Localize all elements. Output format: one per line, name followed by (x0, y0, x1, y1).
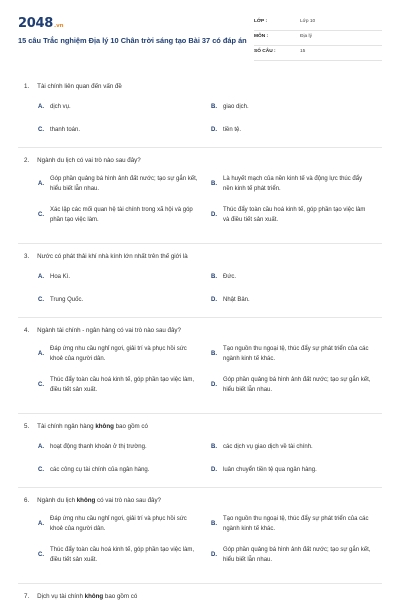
question-7 (18, 584, 382, 600)
question-text-part: Tài chính ngân hàng (37, 423, 96, 430)
question-text-part: Ngành du lịch (37, 497, 77, 504)
option-text: Thúc đẩy toàn cầu hoá kinh tế, góp phần tạo việc làm, điều tiết sản xuất. (50, 547, 195, 563)
option-letter: D. (211, 127, 217, 133)
meta-row-class (254, 16, 382, 31)
option-text: Là huyết mạch của nền kinh tế và động lực thúc đẩy nền kinh tế phát triển. (223, 176, 363, 192)
option-letter: B. (211, 351, 217, 357)
page-header (18, 14, 382, 68)
question-4 (18, 318, 382, 414)
option-text: Đáp ứng nhu cầu nghỉ ngơi, giải trí và phục hồi sức khoẻ của người dân. (50, 516, 187, 532)
meta-label: MÔN : (254, 34, 269, 39)
question-number: 4. (24, 327, 30, 334)
answer-option-b[interactable] (211, 443, 376, 454)
option-text: Đáp ứng nhu cầu nghỉ ngơi, giải trí và phục hồi sức khoẻ của người dân. (50, 346, 187, 362)
option-letter: B. (211, 181, 217, 187)
answer-option-d[interactable] (211, 296, 376, 307)
option-text: Nhật Bản. (223, 297, 250, 303)
meta-row-count (254, 46, 382, 61)
option-text: Thúc đẩy toàn cầu hoá kinh tế, góp phần tạo việc làm, điều tiết sản xuất. (50, 377, 195, 393)
question-text-part: có vai trò nào sau đây? (95, 497, 161, 504)
answer-option-d[interactable] (211, 206, 376, 228)
option-text: Thúc đẩy toàn cầu hoá kinh tế, góp phần tạo việc làm và điều tiết sản xuất. (223, 207, 366, 223)
option-text: Góp phần quảng bá hình ảnh đất nước; tạo sự gắn kết, hiểu biết lẫn nhau. (223, 377, 371, 393)
option-text: dịch vụ. (50, 104, 71, 110)
question-text-emphasis: không (84, 593, 104, 600)
option-letter: A. (38, 351, 44, 357)
option-text: các công cụ tài chính của ngân hàng. (50, 467, 150, 473)
answer-option-d[interactable] (211, 376, 376, 398)
question-text (24, 157, 141, 164)
site-logo[interactable] (18, 14, 64, 30)
question-number: 1. (24, 83, 30, 90)
question-number: 5. (24, 423, 30, 430)
question-2 (18, 148, 382, 244)
question-text-part: Dịch vụ tài chính (37, 593, 85, 600)
option-letter: D. (211, 467, 217, 473)
option-letter: B. (211, 104, 217, 110)
logo-ext: .vn (53, 23, 64, 29)
meta-value: 15 (300, 49, 306, 54)
meta-label: SỐ CÂU : (254, 49, 276, 54)
answer-option-a[interactable] (38, 103, 203, 114)
option-letter: C. (38, 382, 44, 388)
answer-option-a[interactable] (38, 515, 203, 537)
option-letter: B. (211, 274, 217, 280)
question-5 (18, 414, 382, 488)
question-text-part: bao gồm có (103, 593, 138, 600)
answer-option-a[interactable] (38, 273, 203, 284)
question-3 (18, 244, 382, 318)
question-text (24, 253, 188, 260)
option-letter: D. (211, 382, 217, 388)
question-text-part: Ngành tài chính - ngân hàng có vai trò nào sau đây? (37, 327, 181, 334)
question-number: 6. (24, 497, 30, 504)
option-letter: A. (38, 444, 44, 450)
question-list (18, 74, 382, 600)
option-text: Hoa Kì. (50, 274, 71, 280)
meta-value: Lớp 10 (300, 19, 316, 24)
answer-option-a[interactable] (38, 443, 203, 454)
question-text (24, 497, 161, 504)
answer-option-c[interactable] (38, 546, 203, 568)
option-text: Góp phần quảng bá hình ảnh đất nước; tạo sự gắn kết, hiểu biết lẫn nhau. (50, 176, 198, 192)
option-letter: B. (211, 444, 217, 450)
logo-number: 2048 (18, 16, 53, 31)
option-text: luân chuyển tiền tệ qua ngân hàng. (223, 467, 317, 473)
question-6 (18, 488, 382, 584)
option-letter: C. (38, 127, 44, 133)
question-text (24, 423, 148, 430)
option-text: Trung Quốc. (50, 297, 84, 303)
question-text-part: Tài chính liên quan đến vấn đề (37, 83, 122, 90)
question-number: 2. (24, 157, 30, 164)
option-letter: D. (211, 212, 217, 218)
option-text: Xác lập các mối quan hệ tài chính trong xã hội và góp phần tạo việc làm. (50, 207, 193, 223)
meta-label: LỚP : (254, 19, 268, 24)
option-text: tiền tệ. (223, 127, 242, 133)
question-text (24, 83, 122, 90)
option-letter: B. (211, 521, 217, 527)
meta-value: Địa lý (300, 34, 312, 39)
answer-option-b[interactable] (211, 175, 376, 197)
question-number: 3. (24, 253, 30, 260)
option-text: Tạo nguồn thu ngoại tệ, thúc đẩy sự phát triển của các ngành kinh tế khác. (223, 516, 369, 532)
option-letter: C. (38, 212, 44, 218)
option-text: hoạt động thanh khoản ở thị trường. (50, 444, 147, 450)
option-letter: D. (211, 297, 217, 303)
answer-option-c[interactable] (38, 126, 203, 137)
question-text-part: bao gồm có (113, 423, 148, 430)
option-letter: A. (38, 521, 44, 527)
option-text: Tạo nguồn thu ngoại tệ, thúc đẩy sự phát triển của các ngành kinh tế khác. (223, 346, 369, 362)
question-text-part: Ngành du lịch có vai trò nào sau đây? (37, 157, 141, 164)
option-letter: C. (38, 297, 44, 303)
answer-option-c[interactable] (38, 206, 203, 228)
question-text (24, 593, 137, 600)
question-text (24, 327, 181, 334)
option-letter: A. (38, 274, 44, 280)
question-text-emphasis: không (95, 423, 114, 430)
answer-option-c[interactable] (38, 466, 203, 477)
option-letter: D. (211, 552, 217, 558)
option-text: giao dịch. (223, 104, 249, 110)
answer-option-b[interactable] (211, 103, 376, 114)
option-letter: C. (38, 552, 44, 558)
option-text: các dịch vụ giao dịch về tài chính. (223, 444, 313, 450)
page-title: 15 câu Trắc nghiệm Địa lý 10 Chân trời sáng tạo Bài 37 có đáp án (18, 36, 247, 45)
quiz-meta (254, 16, 382, 61)
answer-option-c[interactable] (38, 296, 203, 307)
option-letter: C. (38, 467, 44, 473)
question-1 (18, 74, 382, 148)
answer-option-b[interactable] (211, 515, 376, 537)
meta-row-subject (254, 31, 382, 46)
option-letter: A. (38, 104, 44, 110)
answer-option-d[interactable] (211, 126, 376, 137)
answer-option-d[interactable] (211, 546, 376, 568)
option-text: Góp phần quảng bá hình ảnh đất nước; tạo sự gắn kết, hiểu biết lẫn nhau. (223, 547, 371, 563)
answer-option-b[interactable] (211, 273, 376, 284)
option-text: thanh toán. (50, 127, 81, 133)
question-text-emphasis: không (76, 497, 96, 504)
option-letter: A. (38, 181, 44, 187)
answer-option-a[interactable] (38, 175, 203, 197)
answer-option-a[interactable] (38, 345, 203, 367)
answer-option-b[interactable] (211, 345, 376, 367)
answer-option-d[interactable] (211, 466, 376, 477)
question-number: 7. (24, 593, 30, 600)
option-text: Đức. (223, 274, 237, 280)
answer-option-c[interactable] (38, 376, 203, 398)
question-text-part: Nước có phát thải khí nhà kính lớn nhất trên thế giới là (37, 253, 188, 260)
